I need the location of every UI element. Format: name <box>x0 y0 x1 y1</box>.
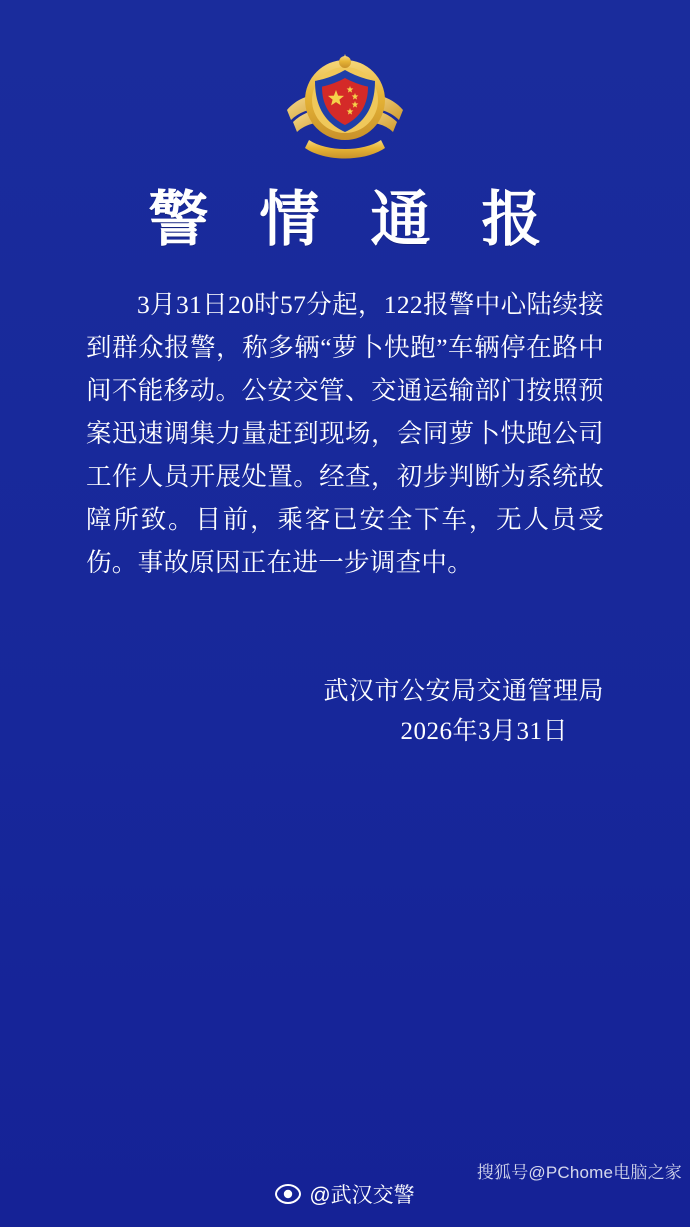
china-police-badge-icon <box>279 48 411 166</box>
page-title: 警 情 通 报 <box>148 187 560 253</box>
weibo-account[interactable] <box>0 1179 690 1209</box>
emblem-container <box>0 48 690 166</box>
weibo-eye-icon <box>275 1183 301 1205</box>
issue-date: 2026年3月31日 <box>400 718 568 745</box>
source-watermark: 搜狐号@PChome电脑之家 <box>476 1163 682 1182</box>
footer <box>0 1163 690 1213</box>
weibo-account-label: @武汉交警 <box>309 1184 415 1207</box>
notice-body-text: 3月31日20时57分起，122报警中心陆续接到群众报警，称多辆“萝卜快跑”车辆停在路中间不能移动。公安交管、交通运输部门按照预案迅速调集力量赶到现场，会同萝卜快跑公司工作人员开展处置。经查，初步判断为系统故障所致。目前，乘客已安全下车，无人员受伤。事故原因正在进一步调查中。 <box>86 290 604 577</box>
issuing-organization: 武汉市公安局交通管理局 <box>323 678 604 705</box>
signature-block <box>86 672 604 752</box>
